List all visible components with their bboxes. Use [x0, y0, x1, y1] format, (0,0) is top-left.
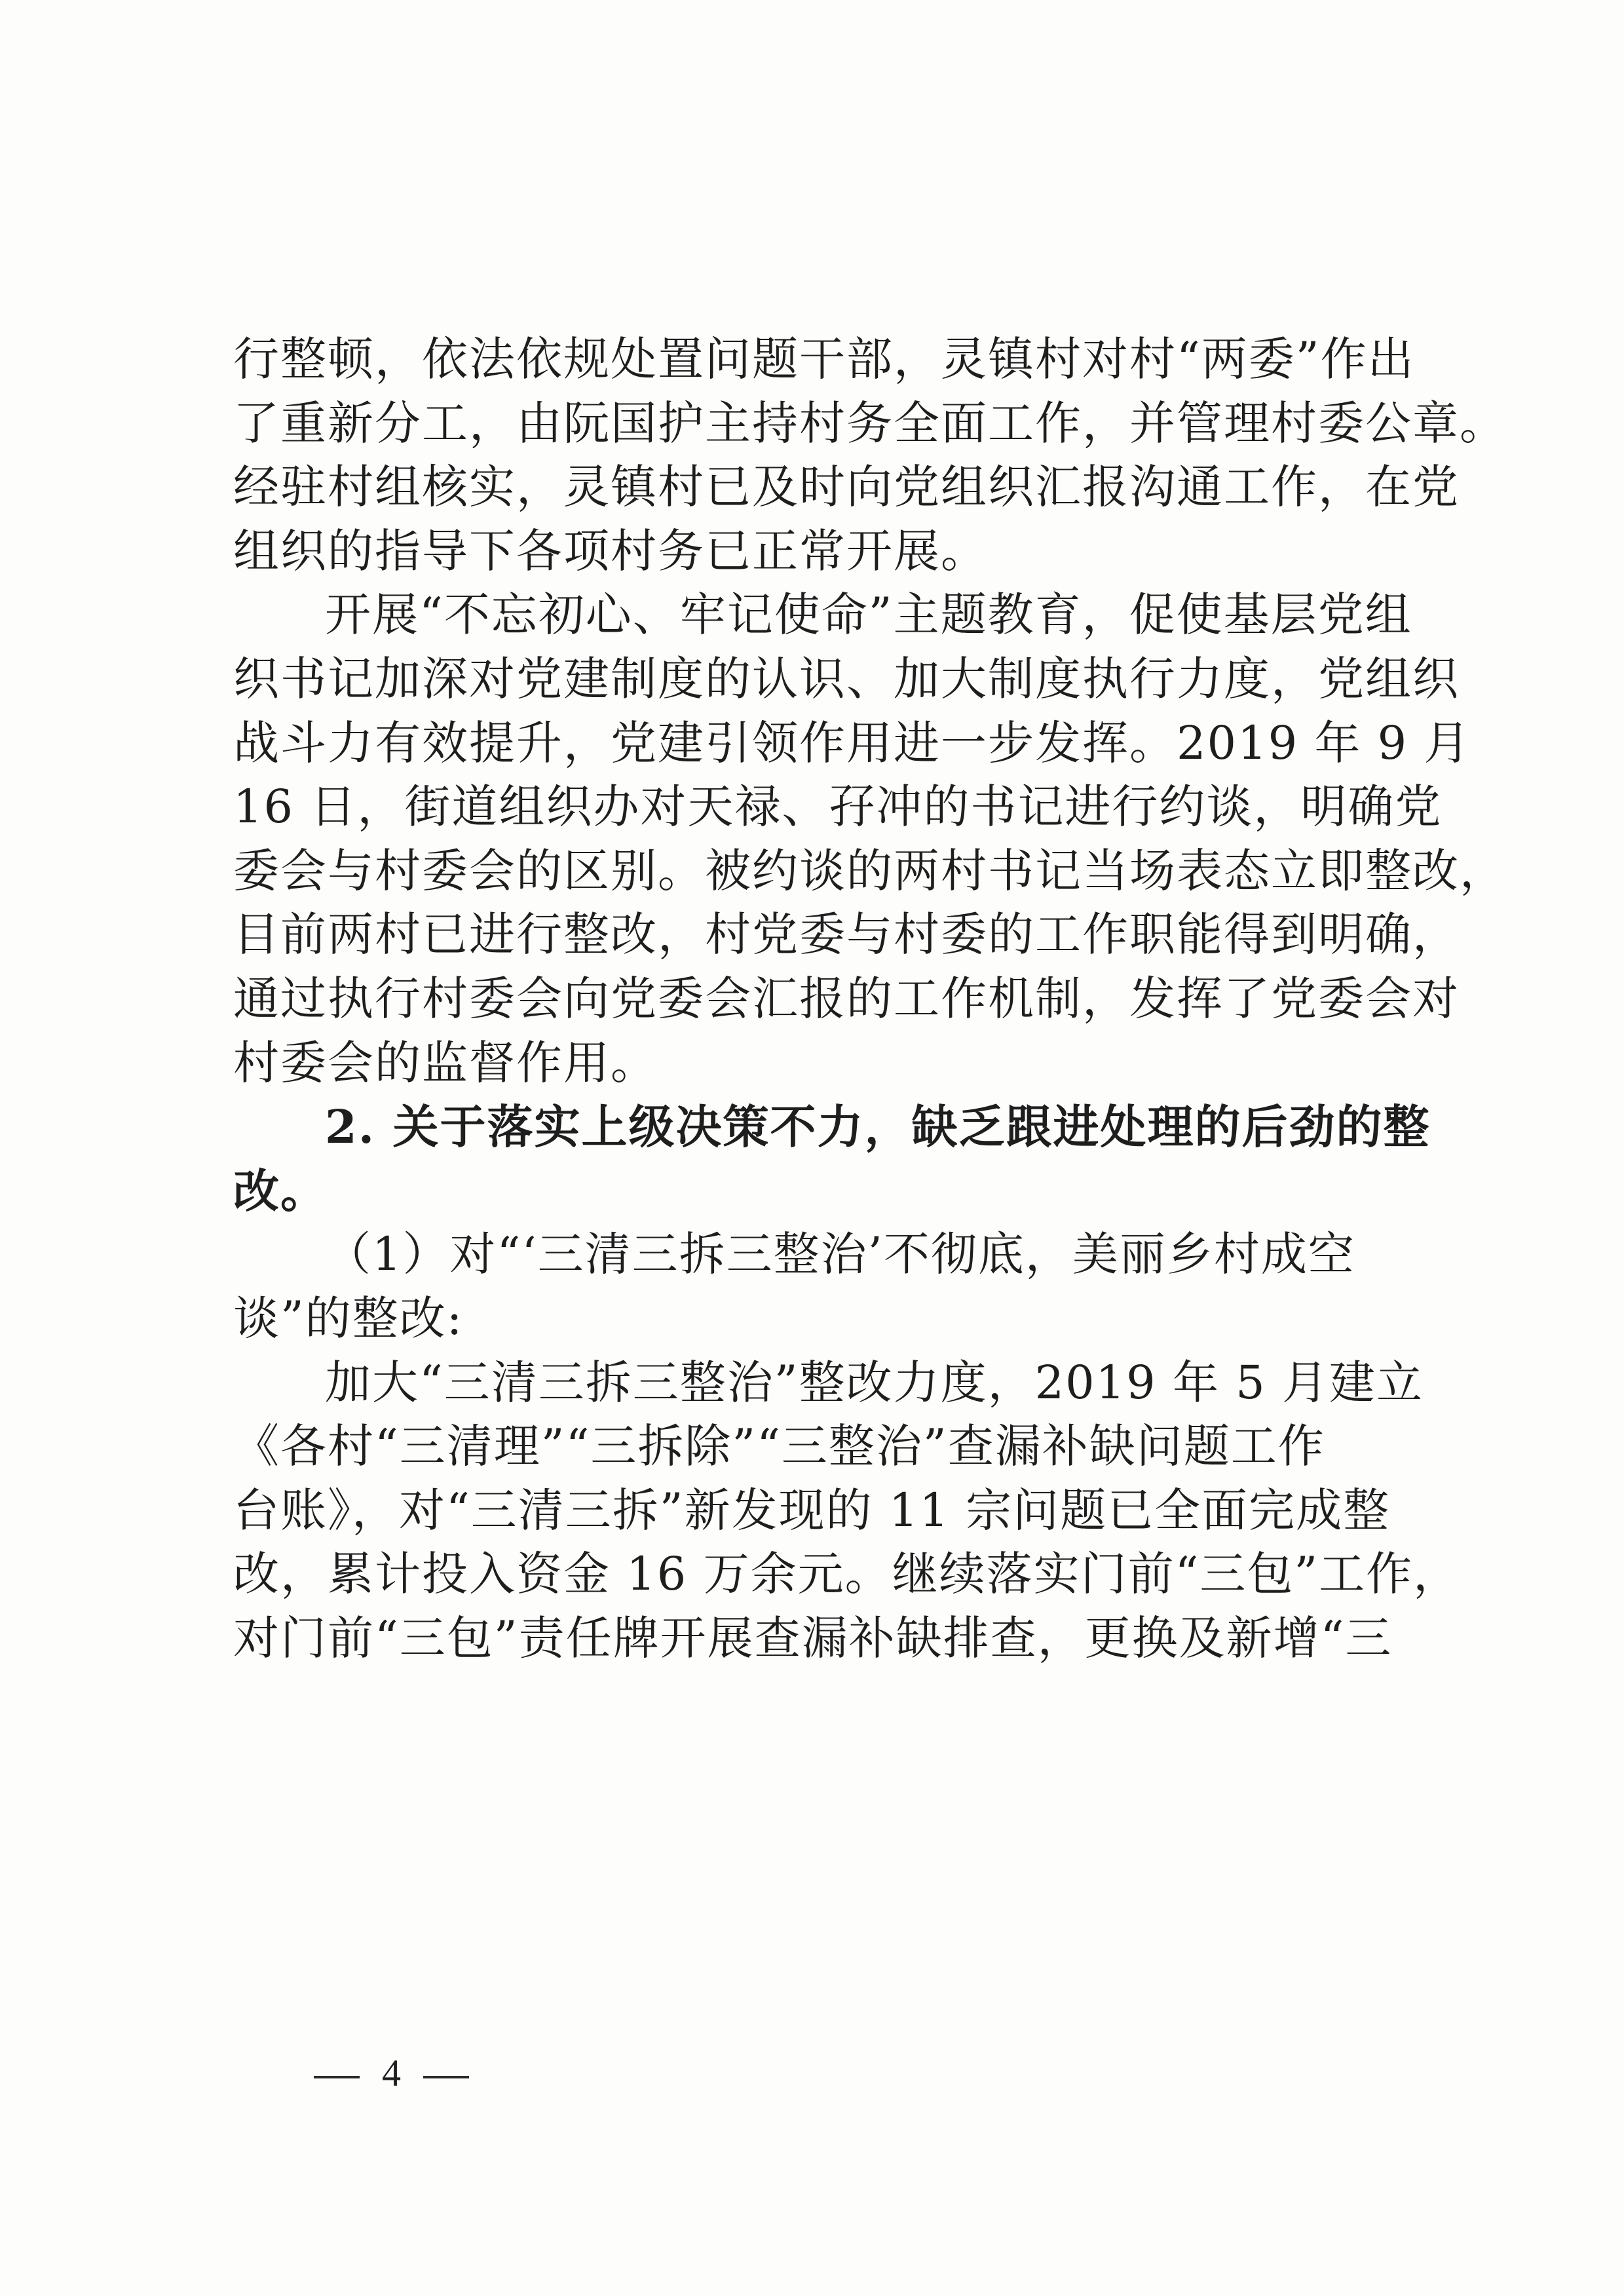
- text-line: 行整顿，依法依规处置问题干部，灵镇村对村“两委”作出: [233, 332, 1415, 386]
- text-line: 台账》，对“三清三拆”新发现的 11 宗问题已全面完成整: [233, 1483, 1391, 1537]
- text-line: 加大“三清三拆三整治”整改力度，2019 年 5 月建立: [325, 1355, 1424, 1409]
- text-line: 织书记加深对党建制度的认识、加大制度执行力度，党组织: [233, 651, 1460, 706]
- page-number: [292, 2051, 491, 2095]
- text-line: 改，累计投入资金 16 万余元。继续落实门前“三包”工作，: [233, 1547, 1461, 1601]
- text-line: 组织的指导下各项村务已正常开展。: [233, 524, 988, 578]
- page-number-value: 4: [382, 2052, 401, 2094]
- text-line: 开展“不忘初心、牢记使命”主题教育，促使基层党组: [325, 588, 1412, 642]
- text-line: 战斗力有效提升，党建引领作用进一步发挥。2019 年 9 月: [233, 716, 1471, 770]
- text-line: 16 日，街道组织办对天禄、孖冲的书记进行约谈，明确党: [233, 780, 1443, 834]
- text-line: 通过执行村委会向党委会汇报的工作机制，发挥了党委会对: [233, 971, 1460, 1025]
- text-line: 村委会的监督作用。: [233, 1035, 658, 1090]
- text-line: 了重新分工，由阮国护主持村务全面工作，并管理村委公章。: [233, 396, 1507, 450]
- page-number-dash-left: [314, 2076, 360, 2078]
- text-line: 《各村“三清理”“三拆除”“三整治”查漏补缺问题工作: [233, 1419, 1325, 1474]
- subsection-line: 谈”的整改:: [233, 1291, 464, 1345]
- section-heading-line: 改。: [233, 1163, 328, 1218]
- body-text: [233, 328, 1507, 1670]
- text-line: 目前两村已进行整改，村党委与村委的工作职能得到明确，: [233, 908, 1460, 962]
- text-line: 委会与村委会的区别。被约谈的两村书记当场表态立即整改，: [233, 843, 1507, 898]
- subsection-line: （1）对“‘三清三拆三整治’不彻底，美丽乡村成空: [325, 1227, 1355, 1282]
- text-line: 经驻村组核实，灵镇村已及时向党组织汇报沟通工作，在党: [233, 460, 1460, 514]
- section-heading-line: 2. 关于落实上级决策不力，缺乏跟进处理的后劲的整: [325, 1100, 1431, 1155]
- page-number-dash-right: [423, 2076, 469, 2078]
- text-line: 对门前“三包”责任牌开展查漏补缺排查，更换及新增“三: [233, 1611, 1393, 1665]
